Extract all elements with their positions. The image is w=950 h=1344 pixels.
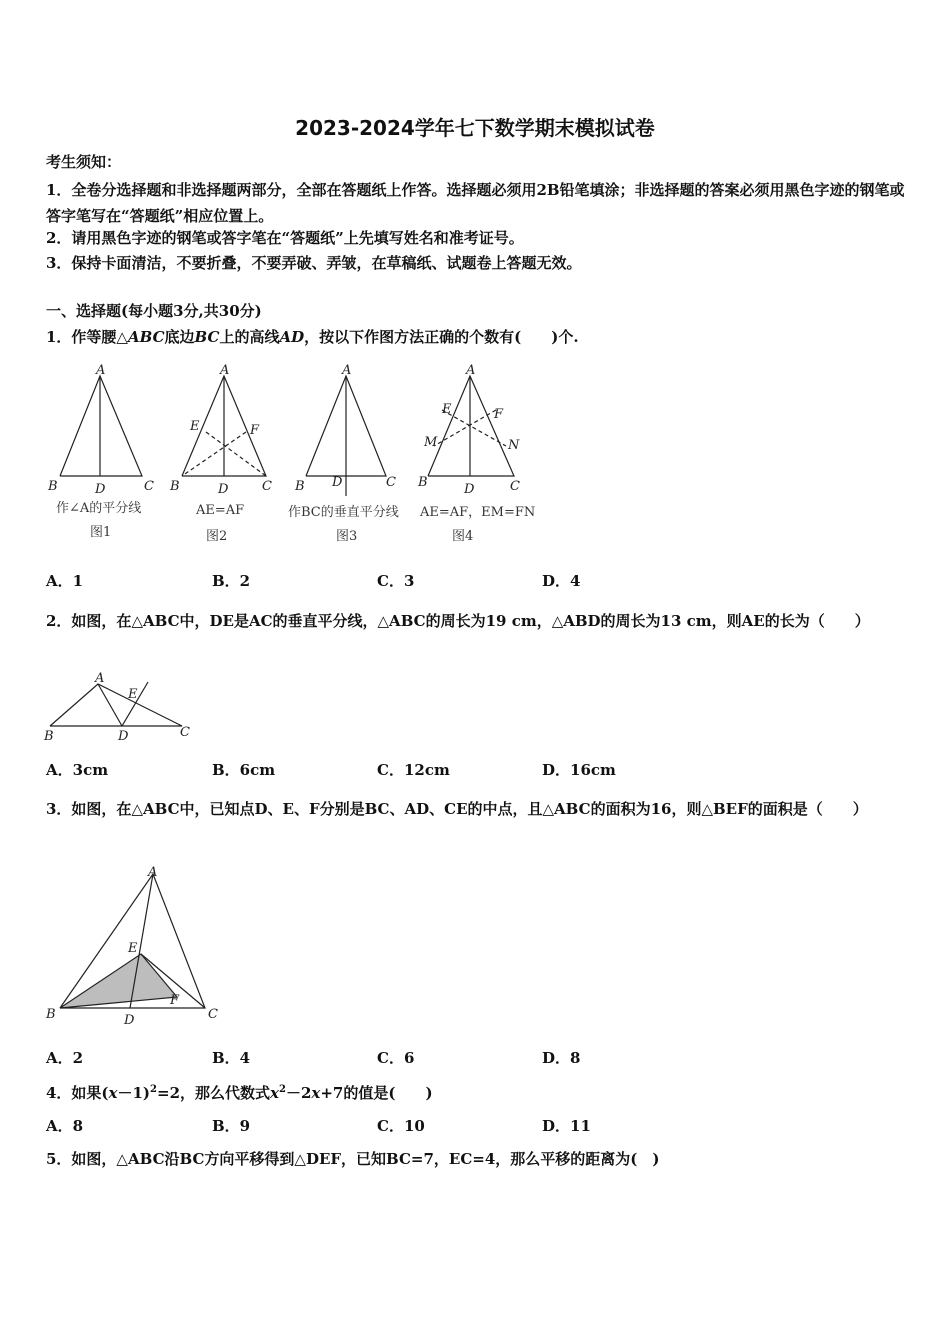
fig1-caption: 图1	[90, 525, 112, 540]
fig1-triangle	[60, 376, 142, 476]
q2-label-c: C	[180, 725, 190, 740]
q4-option-a: A．8	[46, 1117, 84, 1135]
fig4-label-c: C	[510, 479, 520, 494]
fig4-caption: 图4	[452, 529, 474, 544]
fig1-label-b: B	[48, 479, 58, 494]
q2-option-a: A．3cm	[46, 761, 109, 779]
notice-item-1: 1．全卷分选择题和非选择题两部分，全部在答题纸上作答。选择题必须用2B铅笔填涂；非选择题的答案必须用黑色字迹的钢笔或答字笔写在“答题纸”相应位置上。	[46, 181, 905, 225]
fig2-label-a: A	[220, 363, 230, 378]
fig1-label-d: D	[95, 482, 106, 497]
notice-item-2: 2．请用黑色字迹的钢笔或答字笔在“答题纸”上先填写姓名和准考证号。	[46, 229, 524, 247]
question-4-text: 4．如果$(x-1)^2=2$，那么代数式$x^2-2x+7$的值是( )	[46, 1084, 433, 1102]
q2-label-b: B	[44, 729, 54, 744]
fig1-label-c: C	[144, 479, 154, 494]
fig2-caption: 图2	[206, 529, 228, 544]
fig1-method: 作∠A的平分线	[56, 501, 142, 516]
q3-label-d: D	[124, 1013, 135, 1028]
q1-option-c: C．3	[377, 572, 415, 590]
q2-label-d: D	[118, 729, 129, 744]
fig4-triangle	[428, 376, 514, 476]
fig4-label-b: B	[418, 475, 428, 490]
q3-option-d: D．8	[542, 1049, 581, 1067]
notice-heading: 考生须知：	[46, 153, 122, 171]
question-1-text: 1．作等腰△ABC底边BC上的高线AD，按以下作图方法正确的个数有( )个.	[46, 328, 579, 346]
fig4-label-n: N	[508, 438, 520, 453]
q1-option-d: D．4	[542, 572, 581, 590]
q3-option-a: A．2	[46, 1049, 84, 1067]
q2-option-c: C．12cm	[377, 761, 450, 779]
fig1-label-a: A	[96, 363, 106, 378]
q2-option-b: B．6cm	[212, 761, 276, 779]
q3-label-f: F	[170, 993, 180, 1008]
question-2-text: 2．如图，在△ABC中，DE是AC的垂直平分线，△ABC的周长为19 cm，△ABD的周长为13 cm，则AE的长为（ ）	[46, 612, 870, 630]
q2-triangle	[50, 684, 182, 726]
q3-option-c: C．6	[377, 1049, 415, 1067]
q3-label-b: B	[46, 1007, 56, 1022]
fig2-label-c: C	[262, 479, 272, 494]
fig4-label-e: E	[442, 402, 452, 417]
q1-option-b: B．2	[212, 572, 251, 590]
fig4-label-a: A	[466, 363, 476, 378]
q2-label-a: A	[95, 672, 105, 686]
q3-option-b: B．4	[212, 1049, 251, 1067]
q2-label-e: E	[128, 687, 138, 702]
fig4-label-f: F	[494, 407, 504, 422]
fig3-label-a: A	[342, 363, 352, 378]
q4-option-c: C．10	[377, 1117, 425, 1135]
question-3-text: 3．如图，在△ABC中，已知点D、E、F分别是BC、AD、CE的中点，且△ABC的面积为16，则△BEF的面积是（ ）	[46, 800, 868, 818]
fig2-label-b: B	[170, 479, 180, 494]
fig4-label-m: M	[424, 435, 438, 450]
q3-shaded-bef	[60, 954, 177, 1008]
fig2-label-d: D	[218, 482, 229, 497]
fig3-label-c: C	[386, 475, 396, 490]
fig2-label-f: F	[250, 423, 260, 438]
q2-option-d: D．16cm	[542, 761, 616, 779]
question-5-text: 5．如图，△ABC沿BC方向平移得到△DEF，已知BC=7，EC=4，那么平移的距离为( )	[46, 1150, 660, 1168]
fig3-caption: 图3	[336, 529, 358, 544]
notice-item-3: 3．保持卡面清洁，不要折叠，不要弄破、弄皱，在草稿纸、试题卷上答题无效。	[46, 254, 582, 272]
question-2-figure	[40, 672, 200, 748]
fig3-label-d: D	[332, 475, 343, 490]
q3-label-c: C	[208, 1007, 218, 1022]
q4-option-d: D．11	[542, 1117, 591, 1135]
section-heading: 一、选择题(每小题3分,共30分)	[46, 302, 262, 320]
fig3-label-b: B	[295, 479, 305, 494]
fig4-label-d: D	[464, 482, 475, 497]
q1-option-a: A．1	[46, 572, 84, 590]
exam-title: 2023-2024学年七下数学期末模拟试卷	[295, 116, 655, 140]
q4-option-b: B．9	[212, 1117, 251, 1135]
fig4-method: AE=AF，EM=FN	[420, 505, 536, 520]
fig3-method: 作BC的垂直平分线	[288, 505, 399, 520]
q3-label-e: E	[128, 941, 138, 956]
question-1-figures	[40, 360, 540, 550]
q3-label-a: A	[148, 865, 158, 880]
fig2-label-e: E	[190, 419, 200, 434]
question-3-figure	[40, 862, 240, 1032]
fig2-method: AE=AF	[196, 503, 245, 518]
